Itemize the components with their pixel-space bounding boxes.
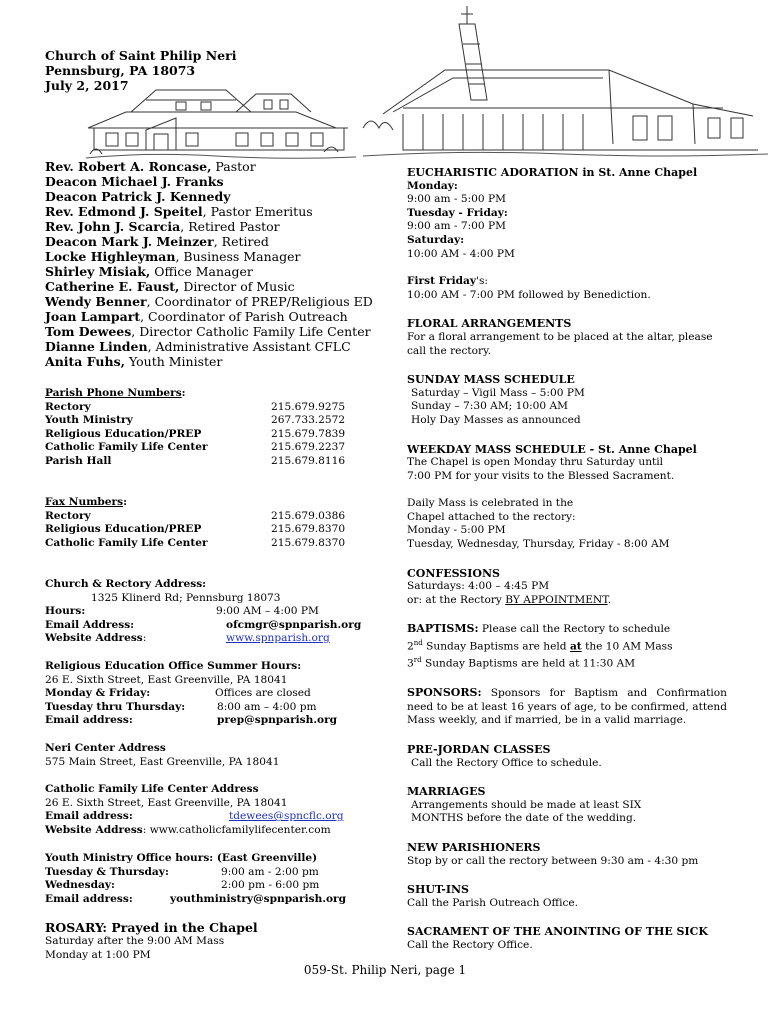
phone-row (45, 401, 355, 415)
adoration-section (407, 166, 727, 302)
staff-role: , Coordinator of Parish Outreach (140, 309, 348, 324)
staff-name: Dianne Linden (45, 339, 148, 354)
fax-value: 215.679.0386 (271, 509, 346, 522)
shut-ins-heading: SHUT-INS (407, 883, 470, 897)
prejordan-text: Call the Rectory Office to schedule. (411, 756, 602, 769)
youth-row (45, 866, 365, 880)
baptisms-section (407, 622, 727, 671)
youth-email[interactable]: youthministry@spnparish.org (170, 892, 347, 905)
phone-row (45, 428, 355, 442)
fax-label: Rectory (45, 509, 91, 522)
sunday-mass-section (407, 373, 727, 427)
neri-center-address: 575 Main Street, East Greenville, PA 18041 (45, 755, 280, 768)
phone-row (45, 455, 355, 469)
staff-name: Deacon Michael J. Franks (45, 174, 224, 189)
staff-item-4 (45, 219, 373, 234)
sponsors-heading: SPONSORS: (407, 686, 482, 700)
staff-role: Pastor (211, 159, 256, 174)
prejordan-heading: PRE-JORDAN CLASSES (407, 743, 551, 757)
staff-item-11 (45, 324, 373, 339)
adoration-monday-label: Monday: (407, 179, 458, 192)
confessions-line-2 (407, 594, 727, 608)
confessions-line-2-text: or: at the Rectory (407, 593, 506, 606)
baptisms-text: Sunday Baptisms are held (422, 640, 570, 653)
fax-value: 215.679.8370 (271, 523, 346, 536)
weekday-line-3: Daily Mass is celebrated in the (407, 497, 574, 510)
religious-ed-value: 8:00 am – 4:00 pm (217, 700, 317, 713)
staff-item-10 (45, 309, 373, 324)
baptisms-text: Please call the Rectory to schedule (478, 623, 671, 636)
phone-value: 215.679.7839 (271, 427, 346, 440)
baptisms-num: 3 (407, 657, 414, 670)
church-drawing (363, 4, 768, 160)
staff-role: , Administrative Assistant CFLC (147, 339, 351, 354)
fax-numbers (45, 496, 355, 550)
church-hours-value: 9:00 AM – 4:00 PM (216, 605, 319, 618)
staff-item-9 (45, 294, 373, 309)
baptisms-text: the 10 AM Mass (581, 640, 673, 653)
staff-item-7 (45, 264, 373, 279)
church-email-value[interactable]: ofcmgr@spnparish.org (226, 618, 362, 631)
youth-value: 2:00 pm - 6:00 pm (221, 879, 320, 892)
phone-label: Rectory (45, 400, 91, 413)
staff-role: , Business Manager (175, 249, 301, 264)
fax-heading-row (45, 496, 355, 510)
bulletin-date: July 2, 2017 (45, 78, 129, 93)
baptisms-line-1 (407, 622, 727, 637)
weekday-mass-section (407, 443, 727, 552)
cflc-website-row (45, 824, 365, 838)
phone-value: 215.679.9275 (271, 400, 346, 413)
cflc-email-link[interactable]: tdewees@spncflc.org (229, 810, 344, 823)
weekday-line-5: Monday - 5:00 PM (407, 524, 506, 537)
baptisms-sup: rd (413, 656, 422, 665)
staff-role: , Retired Pastor (180, 219, 280, 234)
youth-heading: Youth Ministry Office hours: (East Greenville) (45, 852, 318, 864)
page-footer: 059-St. Philip Neri, page 1 (303, 963, 467, 977)
church-location: Pennsburg, PA 18073 (45, 63, 196, 78)
staff-role: , Pastor Emeritus (202, 204, 313, 219)
rectory-drawing (86, 78, 356, 160)
religious-ed-address: 26 E. Sixth Street, East Greenville, PA 18041 (45, 673, 288, 686)
rosary-line-1: Saturday after the 9:00 AM Mass (45, 935, 225, 947)
floral-text: For a floral arrangement to be placed at the altar, please call the rectory. (407, 330, 713, 357)
confessions-appointment: BY APPOINTMENT (505, 593, 608, 606)
fax-row (45, 510, 355, 524)
weekday-line-4: Chapel attached to the rectory: (407, 510, 576, 523)
rosary-heading: ROSARY: Prayed in the Chapel (45, 920, 258, 935)
fax-label: Religious Education/PREP (45, 523, 202, 536)
adoration-monday-time: 9:00 am - 5:00 PM (407, 193, 506, 206)
sunday-mass-line-1: Saturday – Vigil Mass – 5:00 PM (411, 386, 585, 399)
fax-heading: Fax Numbers (45, 496, 124, 508)
phone-value: 215.679.8116 (271, 454, 346, 467)
baptisms-line-3 (407, 654, 727, 671)
phone-value: 267.733.2572 (271, 414, 346, 427)
new-parishioners-heading: NEW PARISHIONERS (407, 841, 541, 855)
sponsors-text: Sponsors for Baptism and Confirmation need to be at least 16 years of age, to be confirmed, attend Mass weekly, and if married, be in a valid marriage. (407, 687, 727, 727)
phone-label: Catholic Family Life Center (45, 441, 208, 454)
neri-center-heading: Neri Center Address (45, 742, 166, 754)
cflc-block (45, 783, 365, 837)
rosary-block (45, 920, 365, 962)
adoration-tue-fri-time: 9:00 am - 7:00 PM (407, 220, 506, 233)
fax-row (45, 523, 355, 537)
fax-row (45, 537, 355, 551)
staff-name: Anita Fuhs, (45, 354, 125, 369)
sponsors-section (407, 686, 727, 728)
adoration-tue-fri-label: Tuesday - Friday: (407, 206, 508, 219)
youth-row (45, 879, 365, 893)
cflc-heading: Catholic Family Life Center Address (45, 783, 259, 795)
staff-item-1 (45, 174, 373, 189)
church-email-row (45, 619, 365, 633)
church-website-label: Website Address (45, 632, 143, 645)
cflc-website-label: Website Address (45, 823, 143, 836)
rosary-line-2: Monday at 1:00 PM (45, 948, 151, 961)
church-website-row (45, 632, 365, 646)
shut-ins-section (407, 883, 727, 910)
adoration-heading: EUCHARISTIC ADORATION in St. Anne Chapel (407, 166, 698, 179)
youth-label: Tuesday & Thursday: (45, 865, 169, 878)
religious-ed-row (45, 714, 365, 728)
cflc-website-value[interactable]: : www.catholicfamilylifecenter.com (142, 823, 331, 836)
fax-heading-colon: : (123, 496, 128, 508)
cflc-address: 26 E. Sixth Street, East Greenville, PA 18041 (45, 796, 288, 809)
phone-heading: Parish Phone Numbers (45, 387, 182, 399)
phone-label: Religious Education/PREP (45, 427, 202, 440)
phone-heading-colon: : (181, 387, 186, 399)
anointing-section (407, 925, 727, 952)
staff-name: Deacon Patrick J. Kennedy (45, 189, 231, 204)
staff-item-12 (45, 339, 373, 354)
staff-name: Rev. Edmond J. Speitel (45, 204, 203, 219)
fax-value: 215.679.8370 (271, 536, 346, 549)
staff-item-6 (45, 249, 373, 264)
religious-ed-value: Offices are closed (215, 687, 311, 700)
staff-item-2 (45, 189, 373, 204)
religious-ed-label: Email address: (45, 714, 133, 727)
baptisms-num: 2 (407, 640, 414, 653)
baptisms-line-2 (407, 637, 727, 654)
cflc-email-row (45, 810, 365, 824)
youth-ministry-block (45, 852, 365, 906)
new-parishioners-text: Stop by or call the rectory between 9:30 am - 4:30 pm (407, 854, 699, 867)
phone-numbers (45, 387, 355, 469)
floral-section (407, 317, 727, 358)
religious-ed-label: Monday & Friday: (45, 687, 151, 700)
anointing-text: Call the Rectory Office. (407, 939, 533, 951)
sunday-mass-line-2: Sunday – 7:30 AM; 10:00 AM (411, 400, 569, 413)
weekday-line-2: 7:00 PM for your visits to the Blessed Sacrament. (407, 469, 675, 482)
phone-row (45, 414, 355, 428)
staff-role: , Retired (213, 234, 269, 249)
staff-item-13 (45, 354, 373, 369)
phone-label: Youth Ministry (45, 414, 133, 427)
baptisms-heading: BAPTISMS: (407, 622, 479, 636)
adoration-saturday-time: 10:00 AM - 4:00 PM (407, 247, 515, 260)
weekday-line-1: The Chapel is open Monday thru Saturday until (407, 456, 664, 469)
marriages-line-1: Arrangements should be made at least SIX (411, 798, 642, 811)
church-street-address: 1325 Klinerd Rd; Pennsburg 18073 (91, 591, 281, 604)
church-name: Church of Saint Philip Neri (45, 48, 237, 63)
staff-name: Wendy Benner (45, 294, 147, 309)
youth-row (45, 893, 365, 907)
church-hours-row (45, 605, 365, 619)
phone-row (45, 441, 355, 455)
first-friday-row (407, 275, 727, 289)
staff-name: Catherine E. Faust, (45, 279, 180, 294)
new-parishioners-section (407, 841, 727, 868)
church-email-label: Email Address: (45, 618, 135, 631)
phone-value: 215.679.2237 (271, 441, 346, 454)
church-address-heading: Church & Rectory Address: (45, 578, 207, 590)
phone-heading-row (45, 387, 355, 401)
confessions-line-1: Saturdays: 4:00 – 4:45 PM (407, 580, 550, 593)
anointing-heading: SACRAMENT OF THE ANOINTING OF THE SICK (407, 925, 708, 939)
weekday-mass-heading: WEEKDAY MASS SCHEDULE - St. Anne Chapel (407, 442, 697, 456)
church-hours-label: Hours: (45, 605, 86, 618)
staff-role: , Coordinator of PREP/Religious ED (146, 294, 373, 309)
sunday-mass-line-3: Holy Day Masses as announced (411, 413, 581, 426)
fax-label: Catholic Family Life Center (45, 536, 208, 549)
church-address-block (45, 578, 365, 646)
church-website-colon: : (142, 632, 147, 645)
shut-ins-text: Call the Parish Outreach Office. (407, 896, 579, 909)
baptisms-at: at (569, 640, 582, 653)
staff-name: Joan Lampart (45, 309, 141, 324)
staff-role: Office Manager (150, 264, 253, 279)
marriages-line-2: MONTHS before the date of the wedding. (411, 812, 637, 825)
religious-ed-row (45, 687, 365, 701)
phone-label: Parish Hall (45, 454, 112, 467)
staff-role: Director of Music (179, 279, 295, 294)
religious-ed-label: Tuesday thru Thursday: (45, 700, 186, 713)
staff-name: Rev. Robert A. Roncase, (45, 159, 212, 174)
right-column (407, 166, 727, 953)
marriages-section (407, 785, 727, 826)
baptisms-text: Sunday Baptisms are held at 11:30 AM (421, 657, 636, 670)
floral-heading: FLORAL ARRANGEMENTS (407, 317, 572, 331)
baptisms-sup: nd (413, 639, 423, 648)
cflc-email-label: Email address: (45, 810, 133, 823)
church-website-link[interactable]: www.spnparish.org (226, 632, 330, 645)
religious-ed-heading: Religious Education Office Summer Hours: (45, 660, 302, 672)
confessions-section (407, 567, 727, 608)
weekday-line-6: Tuesday, Wednesday, Thursday, Friday - 8:00 AM (407, 538, 670, 551)
confessions-line-2-end: . (607, 593, 612, 606)
neri-center-block (45, 742, 365, 769)
religious-ed-row (45, 701, 365, 715)
staff-role: Youth Minister (124, 354, 223, 369)
staff-name: Tom Dewees (45, 324, 132, 339)
sunday-mass-heading: SUNDAY MASS SCHEDULE (407, 373, 575, 387)
religious-ed-block (45, 660, 365, 728)
first-friday-time: 10:00 AM - 7:00 PM followed by Benediction. (407, 288, 651, 301)
staff-name: Rev. John J. Scarcia (45, 219, 181, 234)
confessions-heading: CONFESSIONS (407, 566, 500, 580)
first-friday-suffix: 's: (476, 275, 488, 288)
marriages-heading: MARRIAGES (407, 785, 486, 799)
staff-item-5 (45, 234, 373, 249)
religious-ed-email[interactable]: prep@spnparish.org (217, 714, 338, 727)
staff-item-3 (45, 204, 373, 219)
staff-list (45, 159, 373, 369)
youth-label: Email address: (45, 892, 133, 905)
staff-name: Locke Highleyman (45, 249, 176, 264)
staff-item-0 (45, 159, 373, 174)
youth-value: 9:00 am - 2:00 pm (221, 865, 319, 878)
youth-label: Wednesday: (45, 879, 115, 892)
staff-item-8 (45, 279, 373, 294)
staff-name: Deacon Mark J. Meinzer (45, 234, 214, 249)
first-friday-label: First Friday (407, 275, 477, 288)
staff-name: Shirley Misiak, (45, 264, 151, 279)
staff-role: , Director Catholic Family Life Center (131, 324, 371, 339)
adoration-saturday-label: Saturday: (407, 233, 465, 246)
prejordan-section (407, 743, 727, 770)
